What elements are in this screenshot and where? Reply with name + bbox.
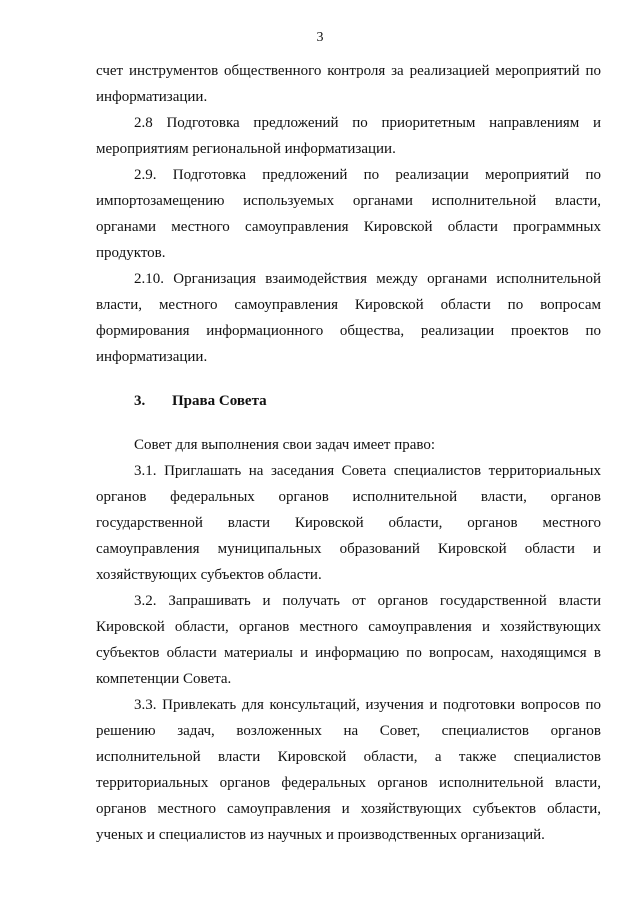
- paragraph-3-1: 3.1. Приглашать на заседания Совета специалистов территориальных органов федеральных органов исполнительной власти, органов государственной власти Кировской области, органов местного самоуправления муниципальных образований Кировской области и хозяйствующих субъектов области.: [96, 463, 601, 583]
- page-number: 3: [316, 30, 324, 45]
- paragraph-2-8: 2.8 Подготовка предложений по приоритетным направлениям и мероприятиям региональной информатизации.: [96, 115, 601, 157]
- section-number: 3.: [134, 393, 146, 409]
- section-heading: [96, 388, 601, 414]
- paragraph-section-intro: Совет для выполнения свои задач имеет право:: [134, 437, 436, 453]
- document-body: [96, 58, 601, 848]
- section-title: Права Совета: [172, 393, 267, 409]
- paragraph-3-2: 3.2. Запрашивать и получать от органов государственной власти Кировской области, органов местного самоуправления и хозяйствующих субъектов области материалы и информацию по вопросам, находящимся в компетенции Совета.: [96, 593, 601, 687]
- paragraph-continuation: счет инструментов общественного контроля за реализацией мероприятий по информатизации.: [96, 63, 601, 105]
- paragraph-3-3: 3.3. Привлекать для консультаций, изучения и подготовки вопросов по решению задач, возложенных на Совет, специалистов органов исполнительной власти Кировской области, а также специалистов территориальных органов федеральных органов исполнительной власти, органов местного самоуправления и хозяйствующих субъектов области, ученых и специалистов из научных и производственных организаций.: [96, 697, 601, 843]
- paragraph-2-9: 2.9. Подготовка предложений по реализации мероприятий по импортозамещению используемых органами исполнительной власти, органами местного самоуправления Кировской области программных продуктов.: [96, 167, 601, 261]
- paragraph-2-10: 2.10. Организация взаимодействия между органами исполнительной власти, местного самоуправления Кировской области по вопросам формирования информационного общества, реализации проектов по информатизации.: [96, 271, 601, 365]
